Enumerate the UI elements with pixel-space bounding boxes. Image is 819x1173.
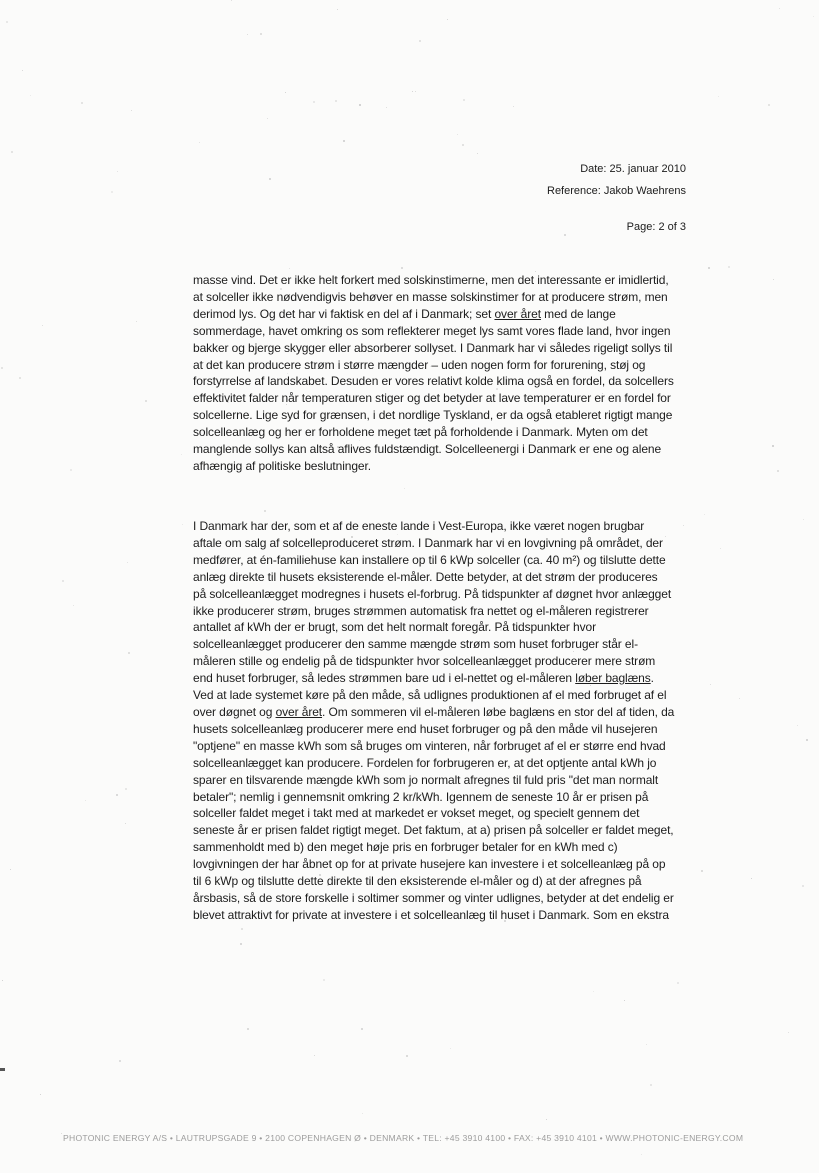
- scan-speck: [462, 144, 464, 146]
- date-line: Date: 25. januar 2010: [580, 163, 686, 175]
- scan-speck: [546, 1119, 547, 1120]
- scan-speck: [1, 367, 3, 369]
- scan-speck: [646, 1044, 647, 1045]
- text-line: solcelleanlæg og her er forholdene meget tæt på forholdende i Danmark. Myten om det: [193, 425, 648, 440]
- scan-speck: [145, 400, 147, 402]
- scan-speck: [267, 118, 268, 119]
- scan-speck: [772, 445, 774, 447]
- scan-speck: [10, 869, 11, 870]
- scan-speck: [806, 739, 808, 741]
- text-line: sommerdage, havet omkring os som reflekterer meget lys samt vores flade land, hvor ingen: [193, 323, 671, 338]
- scan-speck: [335, 100, 337, 102]
- scan-speck: [2, 980, 3, 981]
- scan-speck: [127, 562, 128, 563]
- text-line: end huset forbruger, så ledes strømmen bare ud i el-nettet og el-måleren løber baglæns.: [193, 671, 654, 686]
- scan-speck: [117, 171, 118, 172]
- paragraph-2: [193, 518, 689, 924]
- scan-speck: [269, 178, 271, 180]
- scan-speck: [247, 34, 248, 35]
- scan-speck: [447, 19, 448, 20]
- text-line: derimod lys. Og det har vi faktisk en del af i Danmark; set over året med de lange: [193, 306, 616, 321]
- scan-speck: [739, 698, 740, 699]
- scan-speck: [85, 800, 86, 801]
- scan-speck: [128, 652, 130, 654]
- scan-speck: [182, 524, 183, 525]
- text-line: blevet attraktivt for private at investere i et solcelleanlæg til huset i Danmark. Som en ekstra: [193, 907, 669, 922]
- scan-speck: [708, 267, 710, 269]
- scan-speck: [231, 0, 232, 1]
- scan-speck: [61, 1133, 62, 1134]
- scan-speck: [240, 943, 242, 945]
- text-line: effektivitet falder når temperaturen stiger og det betyder at lave temperaturer er en fordel for: [193, 391, 671, 406]
- scan-speck: [415, 91, 416, 92]
- scan-speck: [361, 1028, 363, 1030]
- text-line: over døgnet og over året. Om sommeren vil el-måleren løbe baglæns en stor del af tiden, da: [193, 704, 675, 719]
- text-line: solcelleanlægget kan producere. Fordelen for forbrugeren er, at det optjente antal kWh jo: [193, 755, 657, 770]
- scan-speck: [650, 1084, 652, 1086]
- scan-speck: [677, 982, 679, 984]
- scan-speck: [450, 1048, 451, 1049]
- scan-speck: [343, 140, 345, 142]
- scan-speck: [30, 95, 31, 96]
- scan-speck: [116, 794, 118, 796]
- scan-speck: [6, 21, 8, 23]
- scan-speck: [768, 104, 770, 106]
- scan-speck: [125, 823, 126, 824]
- scan-speck: [419, 40, 421, 42]
- text-line: solcellerne. Lige syd for grænsen, i det nordlige Tyskland, er da også etableret rigtigt mange: [193, 408, 673, 423]
- text-line: lovgivningen der har åbnet op for at private husejere kan investere i et solcelleanlæg på op: [193, 857, 666, 872]
- underlined-phrase: over året: [494, 306, 541, 321]
- text-line: anlæg direkte til husets eksisterende el-måler. Dette betyder, at det strøm der produceres: [193, 569, 658, 584]
- scan-speck: [337, 9, 338, 10]
- text-line: solcelleanlægget producerer den samme mængde strøm som huset forbruger står el-: [193, 637, 638, 652]
- reference-line: Reference: Jakob Waehrens: [547, 185, 686, 197]
- scan-speck: [412, 91, 413, 92]
- scan-speck: [777, 470, 779, 472]
- text-line: årsbasis, så de store forskelle i soltimer sommer og vinter udlignes, betyder at det endelig er: [193, 890, 674, 905]
- text-line: betaler"; nemlig i gennemsnit omkring 2 kr/kWh. Igennem de seneste 10 år er prisen på: [193, 789, 649, 804]
- scan-speck: [513, 106, 514, 107]
- scan-speck: [797, 725, 798, 726]
- scan-speck: [241, 928, 243, 930]
- scan-speck: [323, 979, 325, 981]
- scan-speck: [401, 267, 403, 269]
- text-line: sammenholdt med b) den meget høje pris en forbruger betaler for en kWh med c): [193, 840, 618, 855]
- scan-speck: [22, 70, 23, 71]
- scan-speck: [720, 548, 721, 549]
- scan-speck: [406, 1055, 408, 1057]
- text-line: medfører, at én-familiehuse kan installere op til 6 kWp solceller (ca. 40 m²) og tilslutte dette: [193, 552, 666, 567]
- scan-speck: [260, 33, 262, 35]
- text-line: I Danmark har der, som et af de eneste lande i Vest-Europa, ikke været nogen brugbar: [193, 519, 645, 533]
- scan-speck: [62, 580, 64, 582]
- scan-speck: [813, 16, 814, 17]
- text-line: seneste år er prisen faldet rigtigt meget. Det faktum, at a) prisen på solceller er faldet meget,: [193, 823, 674, 838]
- scan-speck: [289, 268, 290, 269]
- text-line: husets solcelleanlæg producerer mere end huset forbruger og på den måde vil husejeren: [193, 721, 658, 736]
- scan-speck: [313, 101, 315, 103]
- scan-speck: [802, 885, 804, 887]
- scan-speck: [641, 1154, 642, 1155]
- text-line: på solcelleanlægget modregnes i husets el-forbrug. På tidspunkter af døgnet hvor anlægget: [193, 586, 672, 601]
- page-number: Page: 2 of 3: [626, 221, 686, 233]
- text-line: måleren stille og endelig på de tidspunkter hvor solcelleanlægget producerer mere strøm: [193, 654, 656, 669]
- scan-speck: [718, 96, 719, 97]
- text-line: ikke producerer strøm, bruges strømmen automatisk fra nettet og el-måleren registrerer: [193, 603, 649, 618]
- text-line: masse vind. Det er ikke helt forkert med solskinstimerne, men det interessante er imidlertid,: [193, 273, 669, 287]
- scan-speck: [19, 377, 21, 379]
- scan-speck: [477, 153, 478, 154]
- paragraph-1: [193, 272, 689, 475]
- scan-speck: [264, 510, 266, 512]
- scan-speck: [181, 454, 182, 455]
- scan-edge-mark: [0, 1068, 5, 1071]
- scan-speck: [457, 134, 458, 135]
- scan-speck: [40, 1094, 41, 1095]
- scan-speck: [314, 1055, 315, 1056]
- scan-speck: [704, 514, 705, 515]
- text-line: bakker og bjerge skygger eller absorberer sollyset. I Danmark har vi således rigeligt sollys til: [193, 340, 673, 355]
- scan-speck: [285, 92, 286, 93]
- scan-speck: [73, 605, 74, 606]
- company-footer: PHOTONIC ENERGY A/S • LAUTRUPSGADE 9 • 2100 COPENHAGEN Ø • DENMARK • TEL: +45 3910 4100 • FAX: +45 3910 4101 • WWW.PHOTONIC-ENERGY.COM: [63, 1133, 744, 1143]
- text-line: aftale om salg af solcelleproduceret strøm. I Danmark har vi en lovgivning på området, der: [193, 535, 663, 550]
- text-line: solceller faldet meget i takt med at markedet er vokset meget, og specielt gennem det: [193, 806, 640, 821]
- scan-speck: [136, 321, 137, 322]
- scan-speck: [803, 519, 804, 520]
- text-line: "optjene" en masse kWh som så bruges om vinteren, når forbruget af el er større end hvad: [193, 738, 666, 753]
- scan-speck: [728, 266, 730, 268]
- scan-speck: [788, 1032, 789, 1033]
- text-line: sparer en tilsvarende mængde kWh som jo normalt afregnes til fuld pris "det man normalt: [193, 772, 659, 787]
- scan-speck: [131, 110, 132, 111]
- scan-speck: [70, 469, 72, 471]
- scan-speck: [624, 1000, 625, 1001]
- scan-speck: [463, 99, 465, 101]
- scan-speck: [404, 488, 405, 489]
- scan-speck: [359, 104, 361, 106]
- text-line: at det kan producere strøm i større mængder – uden nogen form for forurening, støj og: [193, 357, 646, 372]
- text-line: manglende sollys kan altså aflives fuldstændigt. Solcelleenergi i Danmark er ene og alene: [193, 442, 662, 457]
- text-line: forstyrrelse af landskabet. Desuden er vores relativt kolde klima også en fordel, da solcellers: [193, 374, 674, 389]
- text-line: afhængig af politiske beslutninger.: [193, 458, 371, 473]
- scan-speck: [362, 1113, 363, 1114]
- scan-speck: [119, 1060, 121, 1062]
- text-line: til 6 kWp og tilslutte dette direkte til den eksisterende el-måler og d) at der afregnes på: [193, 874, 642, 889]
- scan-speck: [247, 1028, 249, 1030]
- underlined-phrase: løber baglæns: [575, 671, 651, 686]
- scan-speck: [701, 870, 703, 872]
- text-line: antallet af kWh der er brugt, som det helt normalt foregår. På tidspunkter hvor: [193, 620, 596, 635]
- scan-speck: [81, 102, 83, 104]
- scan-speck: [751, 878, 752, 879]
- text-line: at solceller ikke nødvendigvis behøver en masse solskinstimer for at producere strøm, men: [193, 289, 668, 304]
- text-line: Ved at lade systemet køre på den måde, så udlignes produktionen af el med forbruget af el: [193, 688, 667, 703]
- scan-speck: [11, 151, 13, 153]
- scan-speck: [779, 8, 780, 9]
- scan-speck: [125, 788, 127, 790]
- scan-speck: [386, 107, 387, 108]
- scan-speck: [111, 191, 113, 193]
- scan-speck: [199, 142, 200, 143]
- scan-speck: [773, 279, 774, 280]
- scan-speck: [710, 684, 711, 685]
- scan-speck: [42, 325, 43, 326]
- letter-header: [547, 158, 686, 238]
- scan-speck: [593, 991, 594, 992]
- underlined-phrase: over året: [275, 704, 323, 719]
